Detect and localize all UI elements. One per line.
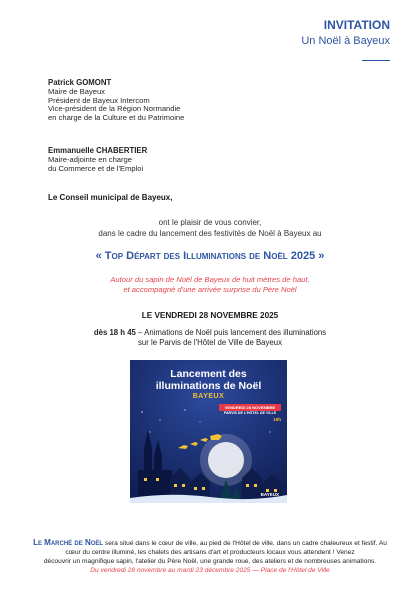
invitation-subtitle: Un Noël à Bayeux <box>301 35 390 47</box>
signatory-1-line: Vice-président de la Région Normandie <box>48 104 181 114</box>
poster-time: 19h <box>273 417 281 422</box>
event-program <box>0 328 420 348</box>
event-headline: « Top Départ des Illuminations de Noël 2025 » <box>95 250 325 262</box>
intro-text <box>0 217 420 239</box>
market-title: Le Marché de Noël <box>33 538 104 547</box>
event-subline <box>0 275 420 295</box>
market-line-3: découvrir un magnifique sapin, l'atelier du Père Noël, une grande roue, des ateliers et de nombreuses animations. <box>43 558 377 565</box>
poster-title <box>130 368 287 392</box>
event-date: LE VENDREDI 28 NOVEMBRE 2025 <box>141 311 279 320</box>
program-line-1: – Animations de Noël puis lancement des illuminations <box>135 328 327 337</box>
market-dates: Du vendredi 28 novembre au mardi 23 décembre 2025 — Place de l'Hôtel de Ville <box>90 567 330 574</box>
moon <box>208 442 244 478</box>
poster-city: BAYEUX <box>192 393 225 400</box>
poster-date-badge: VENDREDI 28 NOVEMBRE <box>219 404 281 411</box>
signatory-2-name: Emmanuelle CHABERTIER <box>48 146 148 155</box>
market-line-2: cœur du centre illuminé, les chalets des artisans d'art et producteurs locaux vous attendent ! Venez <box>65 549 355 556</box>
invitation-title: INVITATION <box>323 18 390 32</box>
signatory-2 <box>48 147 147 173</box>
signatory-2-line: du Commerce et de l'Emploi <box>48 163 144 173</box>
signatory-1 <box>48 79 184 123</box>
intro-line: dans le cadre du lancement des festivités de Noël à Bayeux au <box>98 229 322 238</box>
poster-title-line: illuminations de Noël <box>155 380 262 392</box>
event-poster <box>130 360 287 503</box>
poster-title-line: Lancement des <box>170 368 247 380</box>
program-line-2: sur le Parvis de l'Hôtel de Ville de Bayeux <box>138 338 282 347</box>
signatory-1-line: Maire de Bayeux <box>48 86 105 96</box>
header-rule <box>362 60 390 61</box>
signatory-1-name: Patrick GOMONT <box>48 78 112 87</box>
poster-brand-logo: BAYEUX <box>260 492 279 497</box>
subline-line: et accompagné d'une arrivée surprise du Père Noël <box>123 285 297 294</box>
christmas-market-text <box>0 538 420 575</box>
poster-place: PARVIS DE L'HÔTEL DE VILLE <box>223 411 277 415</box>
signatory-2-line: Maire-adjointe en charge <box>48 154 133 164</box>
council-line: Le Conseil municipal de Bayeux, <box>48 193 173 202</box>
signatory-1-line: Président de Bayeux Intercom <box>48 95 150 105</box>
intro-line: ont le plaisir de vous convier, <box>158 218 262 227</box>
program-time: dès 18 h 45 <box>93 328 136 337</box>
market-line-1: sera situé dans le cœur de ville, au pied de l'Hôtel de ville, dans un cadre chaleureux et festif. Au <box>103 540 387 547</box>
subline-line: Autour du sapin de Noël de Bayeux de huit mètres de haut, <box>110 275 310 284</box>
signatory-1-line: en charge de la Culture et du Patrimoine <box>48 113 185 123</box>
